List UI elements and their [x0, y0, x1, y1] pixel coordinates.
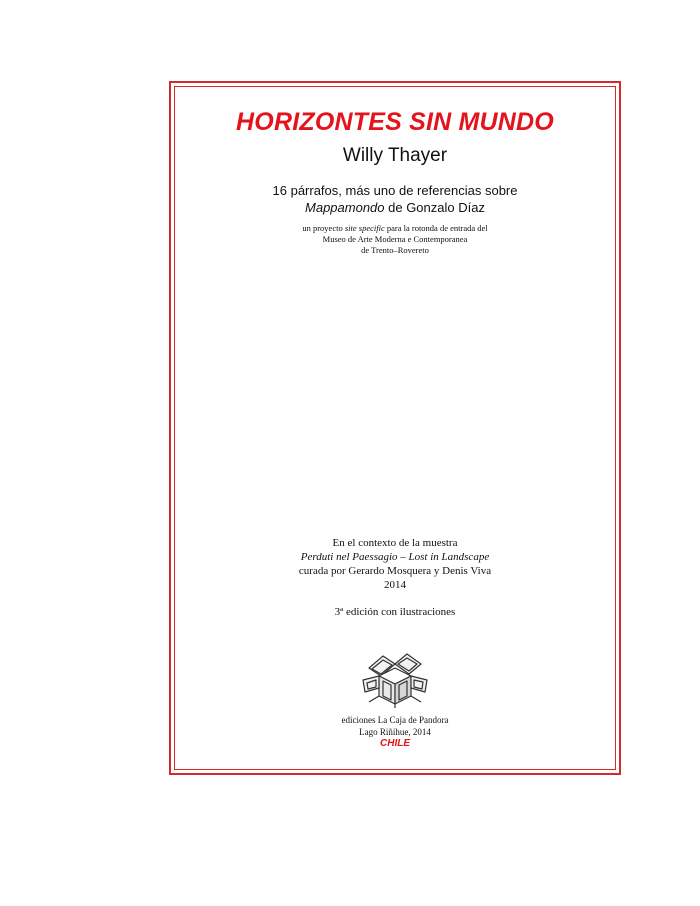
publisher-name: ediciones La Caja de Pandora — [341, 715, 449, 725]
project-line-2: Museo de Arte Moderna e Contemporanea — [322, 234, 468, 244]
curators: curada por Gerardo Mosquera y Denis Viva — [298, 565, 492, 577]
project-suffix: para la rotonda de entrada del — [384, 223, 488, 233]
project-line-3: de Trento–Rovereto — [361, 245, 429, 255]
publisher-info — [174, 714, 616, 750]
exhibition-context — [174, 536, 616, 592]
exhibition-title: Perduti nel Paessagio – Lost in Landscape — [300, 551, 490, 563]
project-line-1 — [174, 223, 616, 234]
context-line-1: En el contexto de la muestra — [332, 537, 458, 549]
project-italic: site specific — [344, 223, 385, 233]
cover-page — [174, 86, 616, 770]
edition-note: 3ª edición con ilustraciones — [334, 606, 456, 618]
project-prefix: un proyecto — [302, 223, 345, 233]
publication-country: CHILE — [380, 738, 410, 749]
publication-place-year: Lago Riñihue, 2014 — [359, 727, 431, 737]
book-title: HORIZONTES SIN MUNDO — [236, 108, 554, 136]
subtitle-line-1: 16 párrafos, más uno de referencias sobre — [272, 183, 518, 198]
subtitle-work-title: Mappamondo — [305, 200, 385, 215]
exhibition-year: 2014 — [384, 579, 406, 591]
subtitle — [174, 182, 616, 216]
open-box-logo-icon — [357, 650, 433, 710]
author-name: Willy Thayer — [342, 145, 448, 166]
subtitle-line-2 — [174, 199, 616, 216]
subtitle-artist: de Gonzalo Díaz — [384, 200, 485, 215]
project-description — [174, 223, 616, 256]
